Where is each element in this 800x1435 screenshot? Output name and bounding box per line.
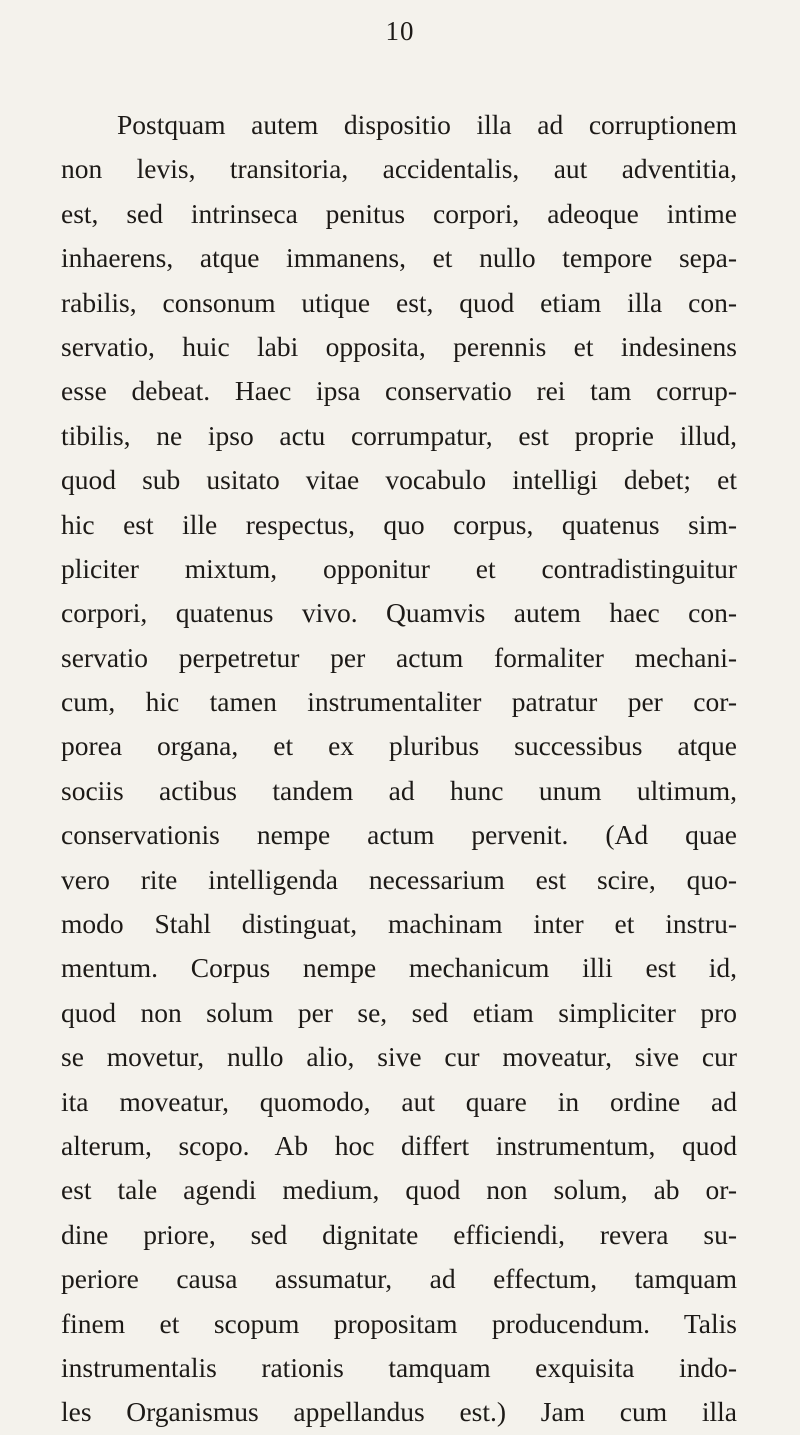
text-line: dine priore, sed dignitate efficiendi, revera su- [61, 1218, 737, 1250]
text-line: instrumentalis rationis tamquam exquisita indo- [61, 1351, 737, 1383]
text-line: finem et scopum propositam producendum. Talis [61, 1307, 737, 1339]
text-line: corpori, quatenus vivo. Quamvis autem haec con- [61, 597, 737, 629]
text-line: servatio perpetretur per actum formaliter mechani- [61, 641, 737, 673]
text-line: pliciter mixtum, opponitur et contradistinguitur [61, 552, 737, 584]
text-line: hic est ille respectus, quo corpus, quatenus sim- [61, 508, 737, 540]
page-number: 10 [385, 16, 415, 46]
text-line: periore causa assumatur, ad effectum, tamquam [61, 1263, 737, 1295]
text-line: porea organa, et ex pluribus successibus atque [61, 730, 737, 762]
text-line: rabilis, consonum utique est, quod etiam illa con- [61, 286, 737, 318]
text-line: sociis actibus tandem ad hunc unum ultimum, [61, 774, 737, 806]
text-line: vero rite intelligenda necessarium est scire, quo- [61, 863, 737, 895]
text-line: Postquam autem dispositio illa ad corruptionem [117, 109, 737, 140]
text-line: conservationis nempe actum pervenit. (Ad quae [61, 819, 737, 851]
text-line: est tale agendi medium, quod non solum, ab or- [61, 1174, 737, 1206]
text-line: mentum. Corpus nempe mechanicum illi est id, [61, 952, 737, 984]
text-line: quod sub usitato vitae vocabulo intelligi debet; et [61, 464, 737, 496]
text-line: non levis, transitoria, accidentalis, aut adventitia, [61, 153, 737, 185]
text-line: esse debeat. Haec ipsa conservatio rei tam corrup- [61, 375, 737, 407]
text-line: modo Stahl distinguat, machinam inter et instru- [61, 908, 737, 940]
body-paragraph [61, 103, 737, 1435]
text-line: cum, hic tamen instrumentaliter patratur per cor- [61, 686, 737, 718]
text-line: les Organismus appellandus est.) Jam cum illa [61, 1396, 737, 1428]
text-line: se movetur, nullo alio, sive cur moveatur, sive cur [61, 1041, 737, 1073]
text-line: ita moveatur, quomodo, aut quare in ordine ad [61, 1085, 737, 1117]
text-line: inhaerens, atque immanens, et nullo tempore sepa- [61, 242, 737, 274]
text-line: servatio, huic labi opposita, perennis et indesinens [61, 330, 737, 362]
text-line: tibilis, ne ipso actu corrumpatur, est proprie illud, [61, 419, 737, 451]
text-line: alterum, scopo. Ab hoc differt instrumentum, quod [61, 1129, 737, 1161]
text-line: est, sed intrinseca penitus corpori, adeoque intime [61, 197, 737, 229]
text-line: quod non solum per se, sed etiam simpliciter pro [61, 996, 737, 1028]
